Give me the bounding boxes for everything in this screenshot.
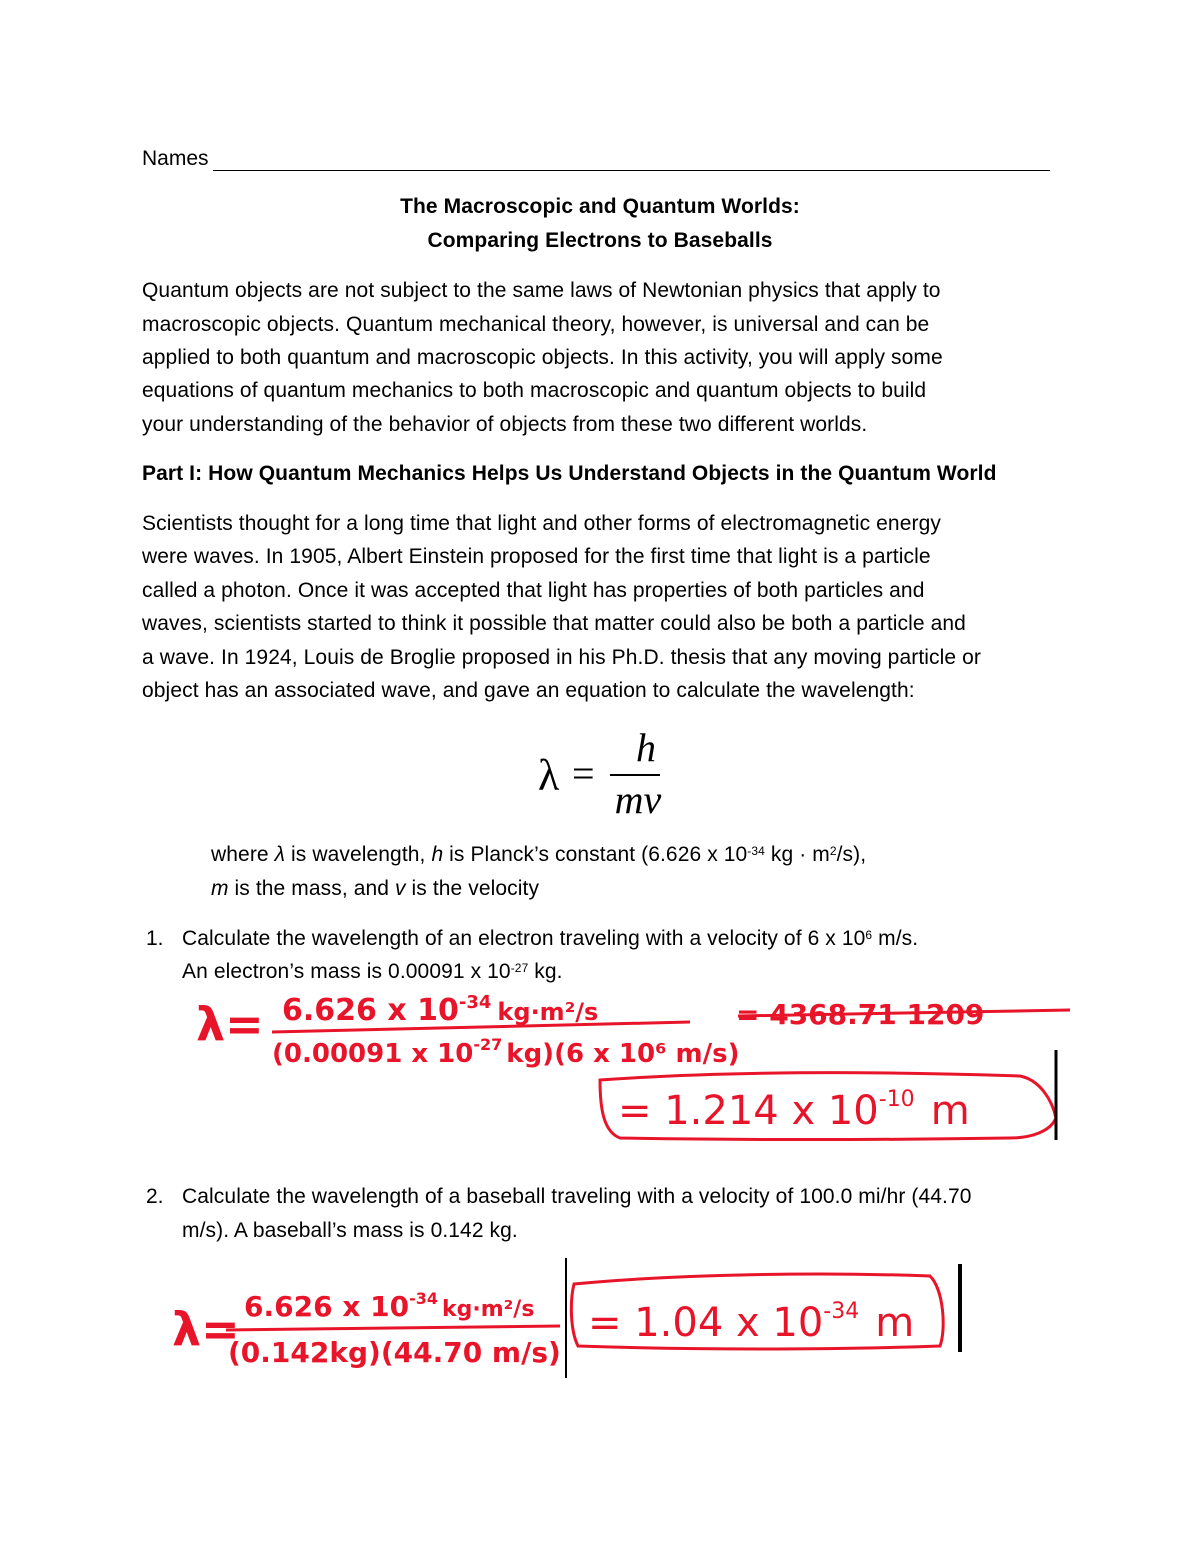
part1-line-3: called a photon. Once it was accepted that light has properties of both particles and	[142, 579, 925, 602]
part1-heading: Part I: How Quantum Mechanics Helps Us Understand Objects in the Quantum World	[142, 462, 997, 485]
intro-line-5: your understanding of the behavior of objects from these two different worlds.	[142, 413, 868, 436]
q2-lambda-equals: λ=	[172, 1302, 240, 1356]
q2-answer-box	[571, 1274, 943, 1349]
question-1-line-1: Calculate the wavelength of an electron traveling with a velocity of 6 x $10^6$ m/s.	[182, 927, 919, 950]
title-line-1: The Macroscopic and Quantum Worlds:	[400, 195, 800, 218]
de-broglie-equation	[530, 722, 670, 822]
q1-answer: = 1.214 x $10^{-10}$ m	[618, 1087, 970, 1134]
part1-line-4: waves, scientists started to think it possible that matter could also be both a particle and	[142, 612, 966, 635]
q1-lambda-equals: λ=	[196, 997, 264, 1051]
intro-line-4: equations of quantum mechanics to both macroscopic and quantum objects to build	[142, 379, 927, 402]
formula-denominator: mv	[614, 777, 662, 822]
question-2-line-1: Calculate the wavelength of a baseball traveling with a velocity of 100.0 mi/hr (44.70	[182, 1185, 972, 1208]
title-line-2: Comparing Electrons to Baseballs	[427, 229, 773, 252]
q1-answer-box	[600, 1073, 1056, 1140]
question-1-line-2: An electron’s mass is 0.00091 x $10^{-27}$ kg.	[182, 960, 563, 983]
formula-lambda: λ	[538, 751, 560, 800]
part1-line-2: were waves. In 1905, Albert Einstein proposed for the first time that light is a particle	[142, 545, 931, 568]
q1-struck-result: = 4368.71 1209	[736, 998, 985, 1031]
question-1-number: 1.	[146, 927, 164, 950]
names-blank-line	[213, 170, 1050, 171]
intro-line-1: Quantum objects are not subject to the same laws of Newtonian physics that apply to	[142, 279, 941, 302]
q1-strikethrough	[738, 1010, 1070, 1016]
part1-line-6: object has an associated wave, and gave an equation to calculate the wavelength:	[142, 679, 915, 702]
black-margin-marks	[566, 1050, 1056, 1378]
question-2-line-2: m/s). A baseball’s mass is 0.142 kg.	[182, 1219, 518, 1242]
where-line-1: where λ is wavelength, h is Planck’s constant (6.626 x $10^{-34}$ kg · $m^2/s$),	[211, 843, 867, 866]
q1-numerator: 6.626 x $10^{-34}$ $_{kg\cdot m^2/s}$	[282, 992, 599, 1028]
q2-numerator: 6.626 x $10^{-34}$ $_{kg\cdot m^2/s}$	[244, 1289, 535, 1323]
q2-answer: = 1.04 x $10^{-34}$ m	[588, 1299, 915, 1346]
where-line-2: m is the mass, and v is the velocity	[211, 877, 540, 900]
formula-numerator: h	[636, 725, 656, 770]
q2-fraction-bar	[226, 1326, 560, 1330]
q1-denominator: (0.00091 x $10^{-27}$ kg)(6 x 10⁶ m/s)	[272, 1035, 740, 1069]
formula-equals: =	[572, 751, 595, 796]
intro-line-2: macroscopic objects. Quantum mechanical theory, however, is universal and can be	[142, 313, 930, 336]
q2-handwritten-work	[172, 1274, 943, 1369]
question-2-number: 2.	[146, 1185, 164, 1208]
part1-line-1: Scientists thought for a long time that light and other forms of electromagnetic energy	[142, 512, 941, 535]
part1-line-5: a wave. In 1924, Louis de Broglie proposed in his Ph.D. thesis that any moving particle or	[142, 646, 981, 669]
q2-denominator: (0.142kg)(44.70 m/s)	[228, 1336, 561, 1369]
q1-handwritten-work	[196, 992, 1070, 1140]
q1-fraction-bar	[272, 1022, 690, 1032]
names-label: Names	[142, 147, 209, 170]
intro-line-3: applied to both quantum and macroscopic objects. In this activity, you will apply some	[142, 346, 943, 369]
